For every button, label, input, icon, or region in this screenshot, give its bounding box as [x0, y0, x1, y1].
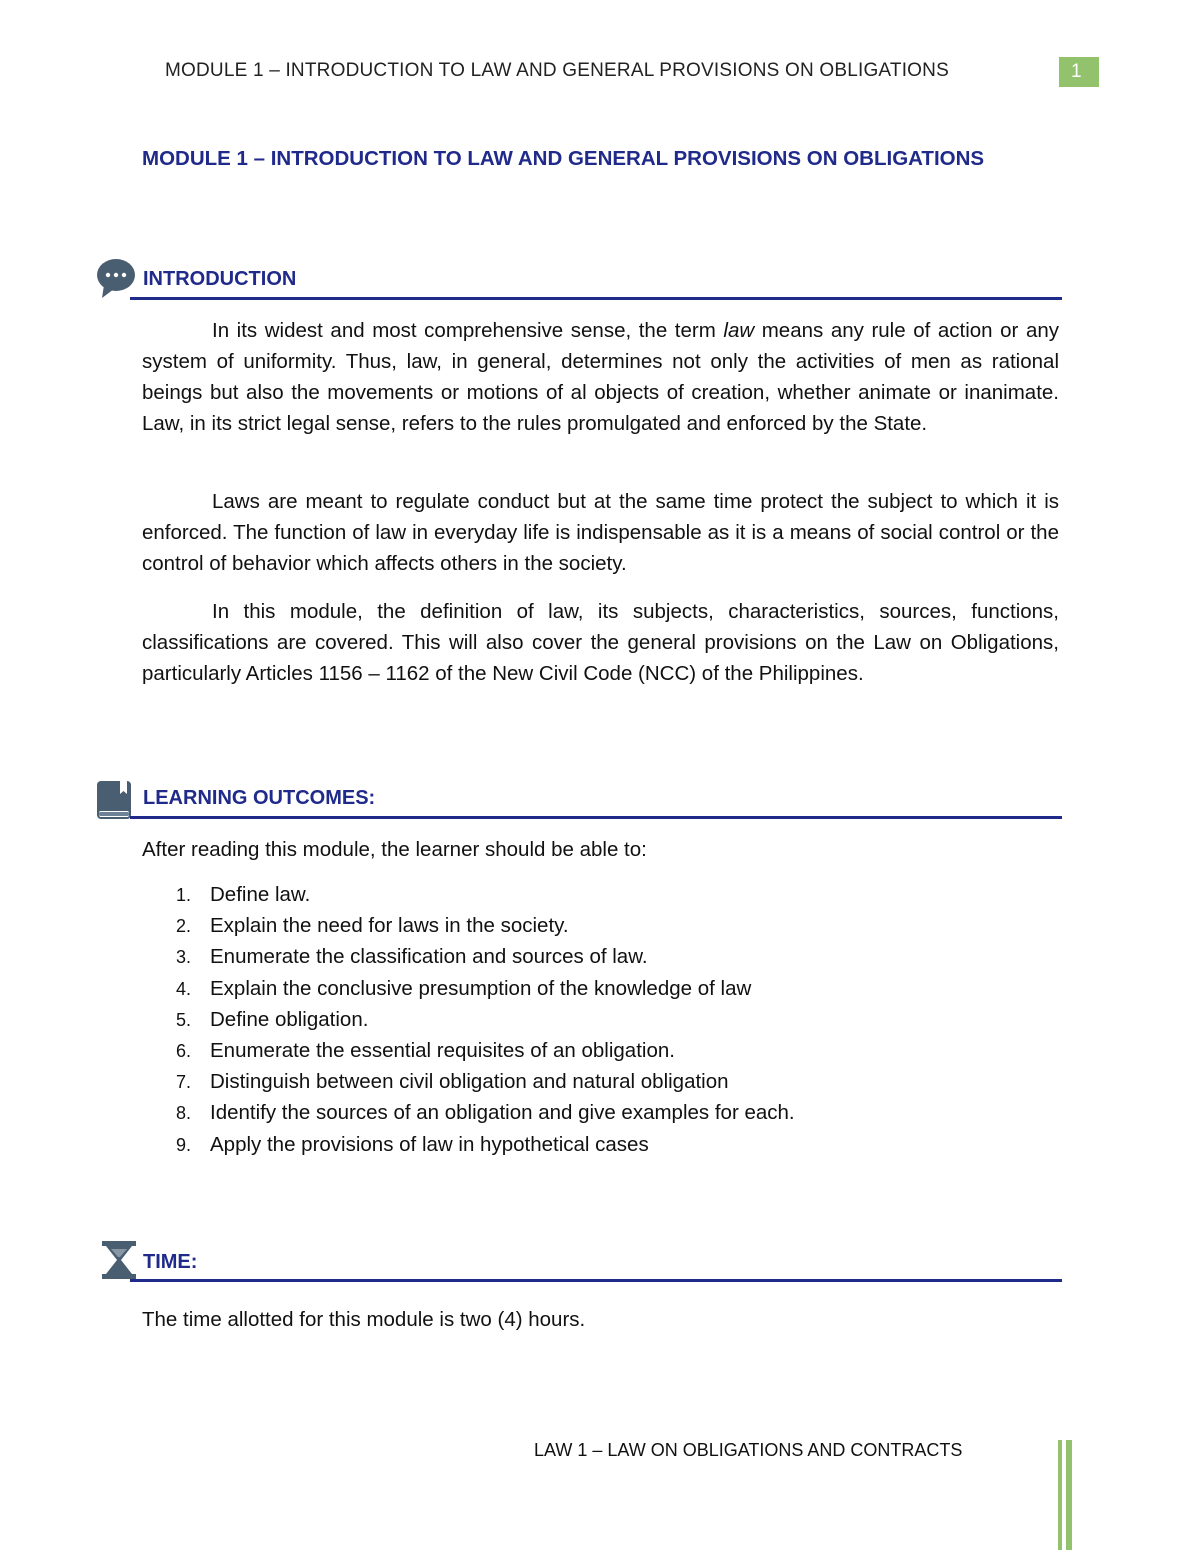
learning-outcomes-lead: After reading this module, the learner should be able to: [142, 838, 647, 861]
introduction-paragraph-2 [142, 486, 1059, 579]
list-item-number: 9. [176, 1134, 192, 1155]
list-item-number: 5. [176, 1009, 192, 1030]
time-text: The time allotted for this module is two (4) hours. [142, 1308, 586, 1331]
intro-p1-rest: means any rule of action or any system of uniformity. Thus, law, in general, determines not only the activities of men as rational beings but also the movements or motions of al objects of creation, whether animate or inanimate. Law, in its strict legal sense, refers to the rules promulgated and enforced by the State. [142, 319, 1059, 435]
time-rule [130, 1279, 1062, 1282]
list-item-number: 2. [176, 916, 192, 937]
footer-accent-bar-wide [1066, 1440, 1072, 1550]
list-item [142, 1066, 795, 1097]
list-item [142, 910, 795, 941]
list-item [142, 879, 795, 910]
list-item-number: 6. [176, 1040, 192, 1061]
list-item-text: Explain the conclusive presumption of the knowledge of law [210, 976, 752, 1000]
document-title: MODULE 1 – INTRODUCTION TO LAW AND GENERAL PROVISIONS ON OBLIGATIONS [142, 147, 985, 170]
time-heading: TIME: [143, 1251, 198, 1273]
list-item-text: Identify the sources of an obligation and give examples for each. [210, 1101, 795, 1125]
running-header: MODULE 1 – INTRODUCTION TO LAW AND GENERAL PROVISIONS ON OBLIGATIONS [165, 60, 949, 81]
list-item-number: 1. [176, 885, 192, 905]
intro-p1-start: In its widest and most comprehensive sense, the term [212, 319, 724, 342]
intro-p1-italic-term: law [723, 319, 755, 342]
list-item [142, 1097, 795, 1128]
list-item [142, 1035, 795, 1066]
list-item-text: Explain the need for laws in the society. [210, 914, 569, 938]
list-item-number: 4. [176, 978, 192, 999]
page-number-badge: 1 [1059, 57, 1099, 87]
list-item [142, 1004, 795, 1035]
hourglass-icon [100, 1240, 138, 1280]
introduction-heading: INTRODUCTION [143, 268, 297, 290]
list-item-text: Define obligation. [210, 1007, 369, 1031]
page-badge-divider [1099, 57, 1102, 87]
learning-outcomes-list [142, 879, 795, 1160]
list-item-number: 7. [176, 1072, 192, 1093]
introduction-paragraph-1 [142, 315, 1059, 439]
learning-outcomes-rule [130, 816, 1062, 819]
list-item [142, 1129, 795, 1160]
chat-bubble-icon [96, 258, 136, 300]
intro-p3-text: In this module, the definition of law, its subjects, characteristics, sources, functions, classifications are covered. This will also cover the general provisions on the Law on Obligations, particularly Articles 1156 – 1162 of the New Civil Code (NCC) of the Philippines. [142, 600, 1059, 685]
footer-course-title: LAW 1 – LAW ON OBLIGATIONS AND CONTRACTS [534, 1440, 963, 1460]
intro-p2-text: Laws are meant to regulate conduct but at the same time protect the subject to which it is enforced. The function of law in everyday life is indispensable as it is a means of social control or the control of behavior which affects others in the society. [142, 490, 1059, 575]
list-item-number: 8. [176, 1103, 192, 1124]
list-item-text: Enumerate the classification and sources of law. [210, 945, 648, 969]
list-item [142, 973, 795, 1004]
list-item-text: Apply the provisions of law in hypothetical cases [210, 1132, 649, 1156]
list-item-text: Enumerate the essential requisites of an obligation. [210, 1038, 675, 1062]
book-icon [96, 780, 134, 820]
footer-accent-bar [1058, 1440, 1062, 1550]
introduction-paragraph-3 [142, 596, 1059, 689]
list-item-text: Define law. [210, 883, 311, 906]
learning-outcomes-heading: LEARNING OUTCOMES: [143, 787, 376, 809]
list-item-text: Distinguish between civil obligation and natural obligation [210, 1070, 729, 1094]
list-item [142, 941, 795, 972]
list-item-number: 3. [176, 947, 192, 968]
introduction-rule [130, 297, 1062, 300]
